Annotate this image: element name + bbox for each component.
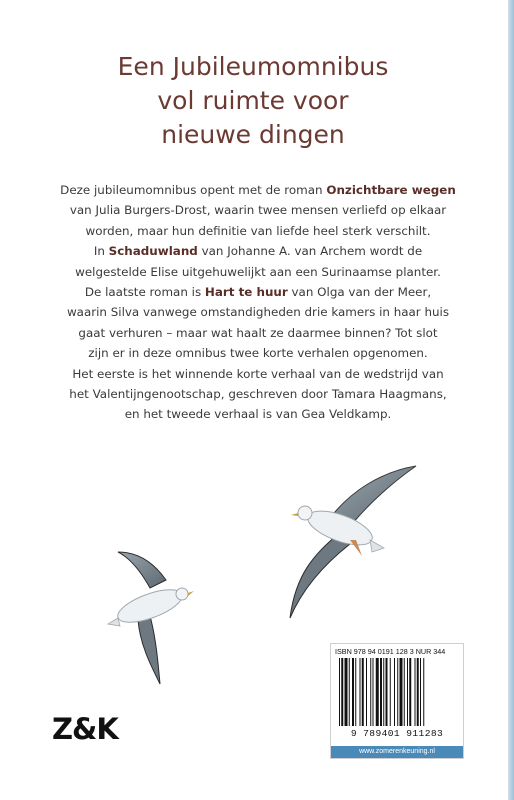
barcode-bar [386, 658, 388, 726]
blurb-text [58, 180, 458, 425]
barcode-bar [360, 658, 361, 726]
blurb-segment: van Johanne A. van Archem wordt de [197, 244, 423, 259]
blurb-line: welgestelde Elise uitgehuwelijkt aan een Surinaamse planter. [75, 264, 441, 279]
blurb-segment: van Olga van der Meer, [287, 285, 432, 300]
seagull-right [290, 466, 416, 618]
blurb-line: worden, maar hun definitie van liefde heel sterk verschilt. [85, 223, 431, 238]
barcode-bar [390, 658, 391, 726]
blurb-line [58, 241, 458, 261]
barcode-bar [415, 658, 416, 726]
blurb-line: en het tweede verhaal is van Gea Veldkamp. [124, 407, 392, 422]
seagull-left [108, 552, 194, 684]
headline [40, 50, 466, 152]
blurb-line: het Valentijngenootschap, geschreven door Tamara Haagmans, [69, 387, 447, 402]
barcode-bar [407, 658, 408, 726]
barcode-bar [409, 658, 411, 726]
barcode-bars [339, 658, 455, 726]
blurb-line: Het eerste is het winnende korte verhaal van de wedstrijd van [72, 366, 444, 381]
title-onzichtbare-wegen: Onzichtbare wegen [326, 183, 456, 197]
barcode-bar [383, 658, 384, 726]
barcode-bar [345, 658, 348, 726]
blurb-segment: De laatste roman is [84, 285, 205, 300]
publisher-logo: Z&K [52, 712, 118, 746]
barcode-bar [366, 658, 367, 726]
blurb-line: zijn er in deze omnibus twee korte verhalen opgenomen. [88, 346, 428, 361]
blurb-line: van Julia Burgers-Drost, waarin twee mensen verliefd op elkaar [69, 203, 447, 218]
barcode-bar [355, 658, 356, 726]
blurb-segment: In [93, 244, 109, 259]
blurb-line [58, 180, 458, 200]
barcode-bar [397, 658, 398, 726]
isbn-text: ISBN 978 94 0191 128 3 NUR 344 [335, 647, 446, 656]
headline-line-1: Een Jubileumomnibus [117, 52, 389, 81]
barcode-bar [373, 658, 374, 726]
barcode-bar [417, 658, 419, 726]
barcode-panel [330, 643, 464, 759]
title-schaduwland: Schaduwland [108, 244, 198, 259]
barcode-bar [404, 658, 405, 726]
headline-line-2: vol ruimte voor [157, 86, 349, 115]
blurb-line [58, 282, 458, 302]
barcode-bar [420, 658, 421, 726]
barcode-bar [352, 658, 354, 726]
publisher-website: www.zomerenkeuning.nl [331, 746, 463, 758]
blurb-line: gaat verhuren – maar wat haalt ze daarmee binnen? Tot slot [78, 325, 438, 340]
barcode-bar [376, 658, 379, 726]
barcode-bar [394, 658, 395, 726]
headline-line-3: nieuwe dingen [161, 120, 345, 149]
barcode-bar [400, 658, 403, 726]
barcode-number: 9 789401 911283 [350, 728, 444, 739]
title-hart-te-huur: Hart te huur [204, 285, 288, 300]
blurb-line: waarin Silva vanwege omstandigheden drie kamers in haar huis [66, 305, 450, 320]
barcode-bar [380, 658, 382, 726]
barcode-bar [362, 658, 364, 726]
blurb-segment: Deze jubileumomnibus opent met de roman [60, 183, 327, 197]
barcode-bar [341, 658, 343, 726]
barcode-bar [339, 658, 340, 726]
barcode-bar [349, 658, 350, 726]
barcode-bar [370, 658, 371, 726]
barcode-bar [423, 658, 424, 726]
